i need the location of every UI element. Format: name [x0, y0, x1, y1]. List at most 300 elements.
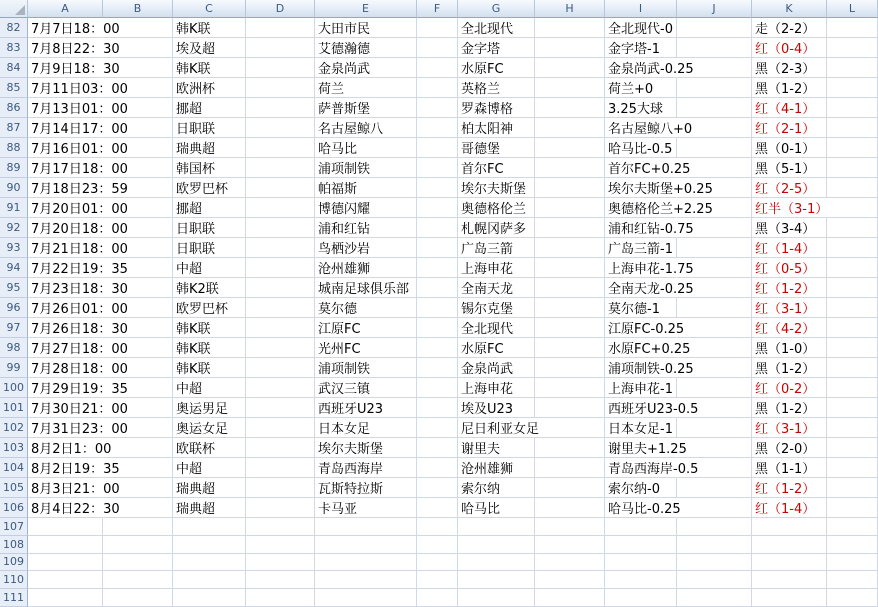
cell-F83[interactable]	[417, 38, 458, 58]
cell-I111[interactable]	[605, 589, 677, 607]
cell-G83[interactable]	[458, 38, 535, 58]
cell-H103[interactable]	[535, 438, 605, 458]
cell-L93[interactable]	[827, 238, 878, 258]
cell-C89[interactable]	[173, 158, 246, 178]
row-header-83[interactable]: 83	[0, 38, 28, 58]
cell-L84[interactable]	[827, 58, 878, 78]
cell-E101[interactable]	[315, 398, 417, 418]
cell-G88[interactable]	[458, 138, 535, 158]
cell-E89[interactable]	[315, 158, 417, 178]
cell-H107[interactable]	[535, 518, 605, 536]
cell-J106[interactable]	[677, 498, 752, 518]
cell-D111[interactable]	[246, 589, 315, 607]
column-header-D[interactable]: D	[246, 0, 315, 18]
cell-L100[interactable]	[827, 378, 878, 398]
cell-F96[interactable]	[417, 298, 458, 318]
cell-E97[interactable]	[315, 318, 417, 338]
cell-K103[interactable]	[752, 438, 827, 458]
cell-C99[interactable]	[173, 358, 246, 378]
cell-E99[interactable]	[315, 358, 417, 378]
cell-A83[interactable]	[28, 38, 120, 58]
cell-L102[interactable]	[827, 418, 878, 438]
cell-F97[interactable]	[417, 318, 458, 338]
cell-K107[interactable]	[752, 518, 827, 536]
cell-D83[interactable]	[246, 38, 315, 58]
cell-H106[interactable]	[535, 498, 605, 518]
cell-D84[interactable]	[246, 58, 315, 78]
cell-E106[interactable]	[315, 498, 417, 518]
cell-H88[interactable]	[535, 138, 605, 158]
cell-G111[interactable]	[458, 589, 535, 607]
cell-C96[interactable]	[173, 298, 246, 318]
cell-D102[interactable]	[246, 418, 315, 438]
cell-H83[interactable]	[535, 38, 605, 58]
cell-D95[interactable]	[246, 278, 315, 298]
cell-F98[interactable]	[417, 338, 458, 358]
column-header-K[interactable]: K	[752, 0, 827, 18]
cell-J86[interactable]	[677, 98, 752, 118]
cell-I84[interactable]	[605, 58, 694, 78]
cell-A110[interactable]	[28, 571, 103, 589]
row-header-94[interactable]: 94	[0, 258, 28, 278]
row-header-102[interactable]: 102	[0, 418, 28, 438]
cell-I83[interactable]	[605, 38, 677, 58]
row-header-84[interactable]: 84	[0, 58, 28, 78]
cell-H95[interactable]	[535, 278, 605, 298]
cell-E104[interactable]	[315, 458, 417, 478]
cell-G91[interactable]	[458, 198, 535, 218]
cell-I100[interactable]	[605, 378, 677, 398]
cell-G85[interactable]	[458, 78, 535, 98]
cell-G107[interactable]	[458, 518, 535, 536]
cell-E90[interactable]	[315, 178, 417, 198]
cell-H89[interactable]	[535, 158, 605, 178]
cell-L104[interactable]	[827, 458, 878, 478]
cell-J109[interactable]	[677, 554, 752, 572]
cell-J103[interactable]	[677, 438, 752, 458]
cell-A87[interactable]	[28, 118, 128, 138]
cell-C108[interactable]	[173, 536, 246, 554]
cell-L97[interactable]	[827, 318, 878, 338]
cell-K85[interactable]	[752, 78, 827, 98]
cell-H85[interactable]	[535, 78, 605, 98]
cell-C97[interactable]	[173, 318, 246, 338]
cell-C85[interactable]	[173, 78, 246, 98]
cell-D109[interactable]	[246, 554, 315, 572]
cell-I97[interactable]	[605, 318, 685, 338]
cell-C91[interactable]	[173, 198, 246, 218]
cell-C100[interactable]	[173, 378, 246, 398]
cell-F100[interactable]	[417, 378, 458, 398]
cell-G102[interactable]	[458, 418, 540, 438]
cell-C93[interactable]	[173, 238, 246, 258]
cell-L105[interactable]	[827, 478, 878, 498]
cell-E103[interactable]	[315, 438, 417, 458]
row-header-89[interactable]: 89	[0, 158, 28, 178]
cell-D101[interactable]	[246, 398, 315, 418]
cell-G98[interactable]	[458, 338, 535, 358]
row-header-109[interactable]: 109	[0, 554, 28, 572]
cell-D99[interactable]	[246, 358, 315, 378]
cell-K96[interactable]	[752, 298, 827, 318]
cell-C111[interactable]	[173, 589, 246, 607]
cell-C84[interactable]	[173, 58, 246, 78]
cell-G87[interactable]	[458, 118, 535, 138]
cell-G94[interactable]	[458, 258, 535, 278]
cell-K86[interactable]	[752, 98, 827, 118]
cell-A89[interactable]	[28, 158, 128, 178]
row-header-110[interactable]: 110	[0, 571, 28, 589]
cell-E94[interactable]	[315, 258, 417, 278]
cell-J110[interactable]	[677, 571, 752, 589]
cell-L85[interactable]	[827, 78, 878, 98]
cell-A98[interactable]	[28, 338, 128, 358]
cell-F102[interactable]	[417, 418, 458, 438]
cell-L82[interactable]	[827, 18, 878, 38]
cell-L86[interactable]	[827, 98, 878, 118]
cell-C92[interactable]	[173, 218, 246, 238]
cell-L107[interactable]	[827, 518, 878, 536]
cell-D97[interactable]	[246, 318, 315, 338]
cell-D93[interactable]	[246, 238, 315, 258]
cell-J102[interactable]	[677, 418, 752, 438]
cell-A86[interactable]	[28, 98, 128, 118]
cell-D103[interactable]	[246, 438, 315, 458]
cell-D87[interactable]	[246, 118, 315, 138]
cell-D107[interactable]	[246, 518, 315, 536]
cell-K88[interactable]	[752, 138, 827, 158]
cell-J107[interactable]	[677, 518, 752, 536]
cell-K87[interactable]	[752, 118, 827, 138]
cell-H86[interactable]	[535, 98, 605, 118]
cell-C101[interactable]	[173, 398, 246, 418]
cell-A108[interactable]	[28, 536, 103, 554]
cell-I105[interactable]	[605, 478, 677, 498]
cell-G106[interactable]	[458, 498, 535, 518]
cell-L111[interactable]	[827, 589, 878, 607]
cell-J88[interactable]	[677, 138, 752, 158]
cell-F105[interactable]	[417, 478, 458, 498]
cell-I86[interactable]	[605, 98, 677, 118]
cell-E96[interactable]	[315, 298, 417, 318]
row-header-97[interactable]: 97	[0, 318, 28, 338]
cell-I98[interactable]	[605, 338, 691, 358]
cell-F110[interactable]	[417, 571, 458, 589]
row-header-93[interactable]: 93	[0, 238, 28, 258]
cell-C86[interactable]	[173, 98, 246, 118]
cell-H101[interactable]	[535, 398, 605, 418]
cell-F84[interactable]	[417, 58, 458, 78]
cell-H98[interactable]	[535, 338, 605, 358]
row-header-105[interactable]: 105	[0, 478, 28, 498]
column-header-A[interactable]: A	[28, 0, 103, 18]
row-header-101[interactable]: 101	[0, 398, 28, 418]
cell-H109[interactable]	[535, 554, 605, 572]
cell-A100[interactable]	[28, 378, 128, 398]
cell-G84[interactable]	[458, 58, 535, 78]
cell-I85[interactable]	[605, 78, 677, 98]
cell-L109[interactable]	[827, 554, 878, 572]
cell-E111[interactable]	[315, 589, 417, 607]
cell-G104[interactable]	[458, 458, 535, 478]
column-header-L[interactable]: L	[827, 0, 878, 18]
cell-A106[interactable]	[28, 498, 120, 518]
cell-F87[interactable]	[417, 118, 458, 138]
cell-C82[interactable]	[173, 18, 246, 38]
row-header-91[interactable]: 91	[0, 198, 28, 218]
cell-K83[interactable]	[752, 38, 827, 58]
cell-D98[interactable]	[246, 338, 315, 358]
cell-K101[interactable]	[752, 398, 827, 418]
cell-K111[interactable]	[752, 589, 827, 607]
cell-K92[interactable]	[752, 218, 827, 238]
column-header-I[interactable]: I	[605, 0, 677, 18]
cell-F106[interactable]	[417, 498, 458, 518]
cell-K97[interactable]	[752, 318, 827, 338]
cell-B110[interactable]	[103, 571, 173, 589]
cell-H91[interactable]	[535, 198, 605, 218]
cell-A94[interactable]	[28, 258, 128, 278]
cell-G92[interactable]	[458, 218, 535, 238]
cell-E82[interactable]	[315, 18, 417, 38]
cell-L106[interactable]	[827, 498, 878, 518]
cell-H96[interactable]	[535, 298, 605, 318]
cell-G110[interactable]	[458, 571, 535, 589]
cell-K109[interactable]	[752, 554, 827, 572]
cell-K99[interactable]	[752, 358, 827, 378]
cell-C95[interactable]	[173, 278, 246, 298]
cell-E91[interactable]	[315, 198, 417, 218]
cell-A85[interactable]	[28, 78, 128, 98]
cell-F94[interactable]	[417, 258, 458, 278]
cell-L88[interactable]	[827, 138, 878, 158]
cell-I106[interactable]	[605, 498, 681, 518]
cell-I108[interactable]	[605, 536, 677, 554]
cell-H93[interactable]	[535, 238, 605, 258]
cell-D108[interactable]	[246, 536, 315, 554]
cell-B109[interactable]	[103, 554, 173, 572]
cell-F93[interactable]	[417, 238, 458, 258]
cell-E102[interactable]	[315, 418, 417, 438]
cell-G90[interactable]	[458, 178, 535, 198]
column-header-G[interactable]: G	[458, 0, 535, 18]
cell-A99[interactable]	[28, 358, 128, 378]
select-all-corner[interactable]	[0, 0, 28, 18]
cell-G109[interactable]	[458, 554, 535, 572]
cell-G97[interactable]	[458, 318, 535, 338]
cell-I110[interactable]	[605, 571, 677, 589]
row-header-92[interactable]: 92	[0, 218, 28, 238]
cell-I102[interactable]	[605, 418, 677, 438]
cell-H92[interactable]	[535, 218, 605, 238]
cell-H82[interactable]	[535, 18, 605, 38]
cell-D104[interactable]	[246, 458, 315, 478]
row-header-108[interactable]: 108	[0, 536, 28, 554]
cell-D89[interactable]	[246, 158, 315, 178]
cell-I95[interactable]	[605, 278, 694, 298]
cell-H104[interactable]	[535, 458, 605, 478]
cell-L87[interactable]	[827, 118, 878, 138]
cell-G96[interactable]	[458, 298, 535, 318]
cell-D85[interactable]	[246, 78, 315, 98]
cell-C90[interactable]	[173, 178, 246, 198]
cell-I107[interactable]	[605, 518, 677, 536]
cell-L101[interactable]	[827, 398, 878, 418]
cell-F111[interactable]	[417, 589, 458, 607]
cell-C103[interactable]	[173, 438, 246, 458]
cell-E93[interactable]	[315, 238, 417, 258]
cell-L92[interactable]	[827, 218, 878, 238]
cell-K102[interactable]	[752, 418, 827, 438]
cell-E107[interactable]	[315, 518, 417, 536]
cell-F86[interactable]	[417, 98, 458, 118]
cell-A111[interactable]	[28, 589, 103, 607]
cell-A95[interactable]	[28, 278, 128, 298]
cell-I93[interactable]	[605, 238, 677, 258]
cell-J93[interactable]	[677, 238, 752, 258]
cell-I89[interactable]	[605, 158, 691, 178]
cell-L110[interactable]	[827, 571, 878, 589]
cell-B107[interactable]	[103, 518, 173, 536]
cell-I101[interactable]	[605, 398, 699, 418]
cell-G82[interactable]	[458, 18, 535, 38]
cell-D88[interactable]	[246, 138, 315, 158]
cell-E83[interactable]	[315, 38, 417, 58]
row-header-87[interactable]: 87	[0, 118, 28, 138]
cell-E84[interactable]	[315, 58, 417, 78]
row-header-95[interactable]: 95	[0, 278, 28, 298]
cell-F109[interactable]	[417, 554, 458, 572]
cell-A105[interactable]	[28, 478, 120, 498]
cell-C94[interactable]	[173, 258, 246, 278]
cell-H100[interactable]	[535, 378, 605, 398]
cell-D100[interactable]	[246, 378, 315, 398]
cell-G103[interactable]	[458, 438, 535, 458]
column-header-C[interactable]: C	[173, 0, 246, 18]
cell-I92[interactable]	[605, 218, 694, 238]
cell-L108[interactable]	[827, 536, 878, 554]
cell-L103[interactable]	[827, 438, 878, 458]
cell-H99[interactable]	[535, 358, 605, 378]
cell-E88[interactable]	[315, 138, 417, 158]
row-header-107[interactable]: 107	[0, 518, 28, 536]
cell-K91[interactable]	[752, 198, 827, 218]
row-header-100[interactable]: 100	[0, 378, 28, 398]
row-header-106[interactable]: 106	[0, 498, 28, 518]
column-header-H[interactable]: H	[535, 0, 605, 18]
cell-A102[interactable]	[28, 418, 128, 438]
cell-K94[interactable]	[752, 258, 827, 278]
cell-L95[interactable]	[827, 278, 878, 298]
cell-E86[interactable]	[315, 98, 417, 118]
cell-F99[interactable]	[417, 358, 458, 378]
column-header-E[interactable]: E	[315, 0, 417, 18]
cell-D90[interactable]	[246, 178, 315, 198]
cell-F92[interactable]	[417, 218, 458, 238]
cell-K106[interactable]	[752, 498, 827, 518]
row-header-99[interactable]: 99	[0, 358, 28, 378]
cell-F107[interactable]	[417, 518, 458, 536]
cell-A92[interactable]	[28, 218, 128, 238]
cell-K90[interactable]	[752, 178, 827, 198]
cell-B111[interactable]	[103, 589, 173, 607]
cell-I87[interactable]	[605, 118, 693, 138]
cell-K93[interactable]	[752, 238, 827, 258]
cell-H97[interactable]	[535, 318, 605, 338]
cell-J111[interactable]	[677, 589, 752, 607]
cell-L98[interactable]	[827, 338, 878, 358]
cell-D96[interactable]	[246, 298, 315, 318]
cell-L99[interactable]	[827, 358, 878, 378]
cell-A93[interactable]	[28, 238, 128, 258]
row-header-86[interactable]: 86	[0, 98, 28, 118]
cell-K100[interactable]	[752, 378, 827, 398]
cell-G93[interactable]	[458, 238, 535, 258]
cell-G105[interactable]	[458, 478, 535, 498]
cell-F90[interactable]	[417, 178, 458, 198]
cell-E87[interactable]	[315, 118, 417, 138]
cell-B103[interactable]	[103, 438, 173, 458]
cell-B108[interactable]	[103, 536, 173, 554]
cell-A88[interactable]	[28, 138, 128, 158]
cell-G108[interactable]	[458, 536, 535, 554]
cell-J108[interactable]	[677, 536, 752, 554]
row-header-88[interactable]: 88	[0, 138, 28, 158]
row-header-98[interactable]: 98	[0, 338, 28, 358]
cell-A97[interactable]	[28, 318, 128, 338]
cell-C83[interactable]	[173, 38, 246, 58]
cell-A91[interactable]	[28, 198, 128, 218]
cell-I94[interactable]	[605, 258, 694, 278]
cell-F103[interactable]	[417, 438, 458, 458]
row-header-103[interactable]: 103	[0, 438, 28, 458]
cell-E100[interactable]	[315, 378, 417, 398]
cell-K108[interactable]	[752, 536, 827, 554]
cell-H102[interactable]	[535, 418, 605, 438]
cell-E105[interactable]	[315, 478, 417, 498]
cell-F91[interactable]	[417, 198, 458, 218]
cell-J96[interactable]	[677, 298, 752, 318]
cell-C106[interactable]	[173, 498, 246, 518]
cell-A84[interactable]	[28, 58, 120, 78]
cell-K98[interactable]	[752, 338, 827, 358]
cell-J85[interactable]	[677, 78, 752, 98]
cell-A109[interactable]	[28, 554, 103, 572]
cell-A103[interactable]	[28, 438, 112, 458]
cell-I104[interactable]	[605, 458, 699, 478]
cell-E95[interactable]	[315, 278, 417, 298]
cell-D105[interactable]	[246, 478, 315, 498]
cell-G101[interactable]	[458, 398, 535, 418]
cell-D86[interactable]	[246, 98, 315, 118]
cell-E108[interactable]	[315, 536, 417, 554]
row-header-111[interactable]: 111	[0, 589, 28, 607]
cell-C110[interactable]	[173, 571, 246, 589]
cell-I90[interactable]	[605, 178, 713, 198]
row-header-85[interactable]: 85	[0, 78, 28, 98]
cell-J105[interactable]	[677, 478, 752, 498]
cell-L96[interactable]	[827, 298, 878, 318]
row-header-90[interactable]: 90	[0, 178, 28, 198]
cell-G95[interactable]	[458, 278, 535, 298]
cell-A101[interactable]	[28, 398, 128, 418]
cell-D110[interactable]	[246, 571, 315, 589]
row-header-104[interactable]: 104	[0, 458, 28, 478]
cell-G89[interactable]	[458, 158, 535, 178]
cell-A82[interactable]	[28, 18, 120, 38]
cell-F108[interactable]	[417, 536, 458, 554]
cell-H105[interactable]	[535, 478, 605, 498]
